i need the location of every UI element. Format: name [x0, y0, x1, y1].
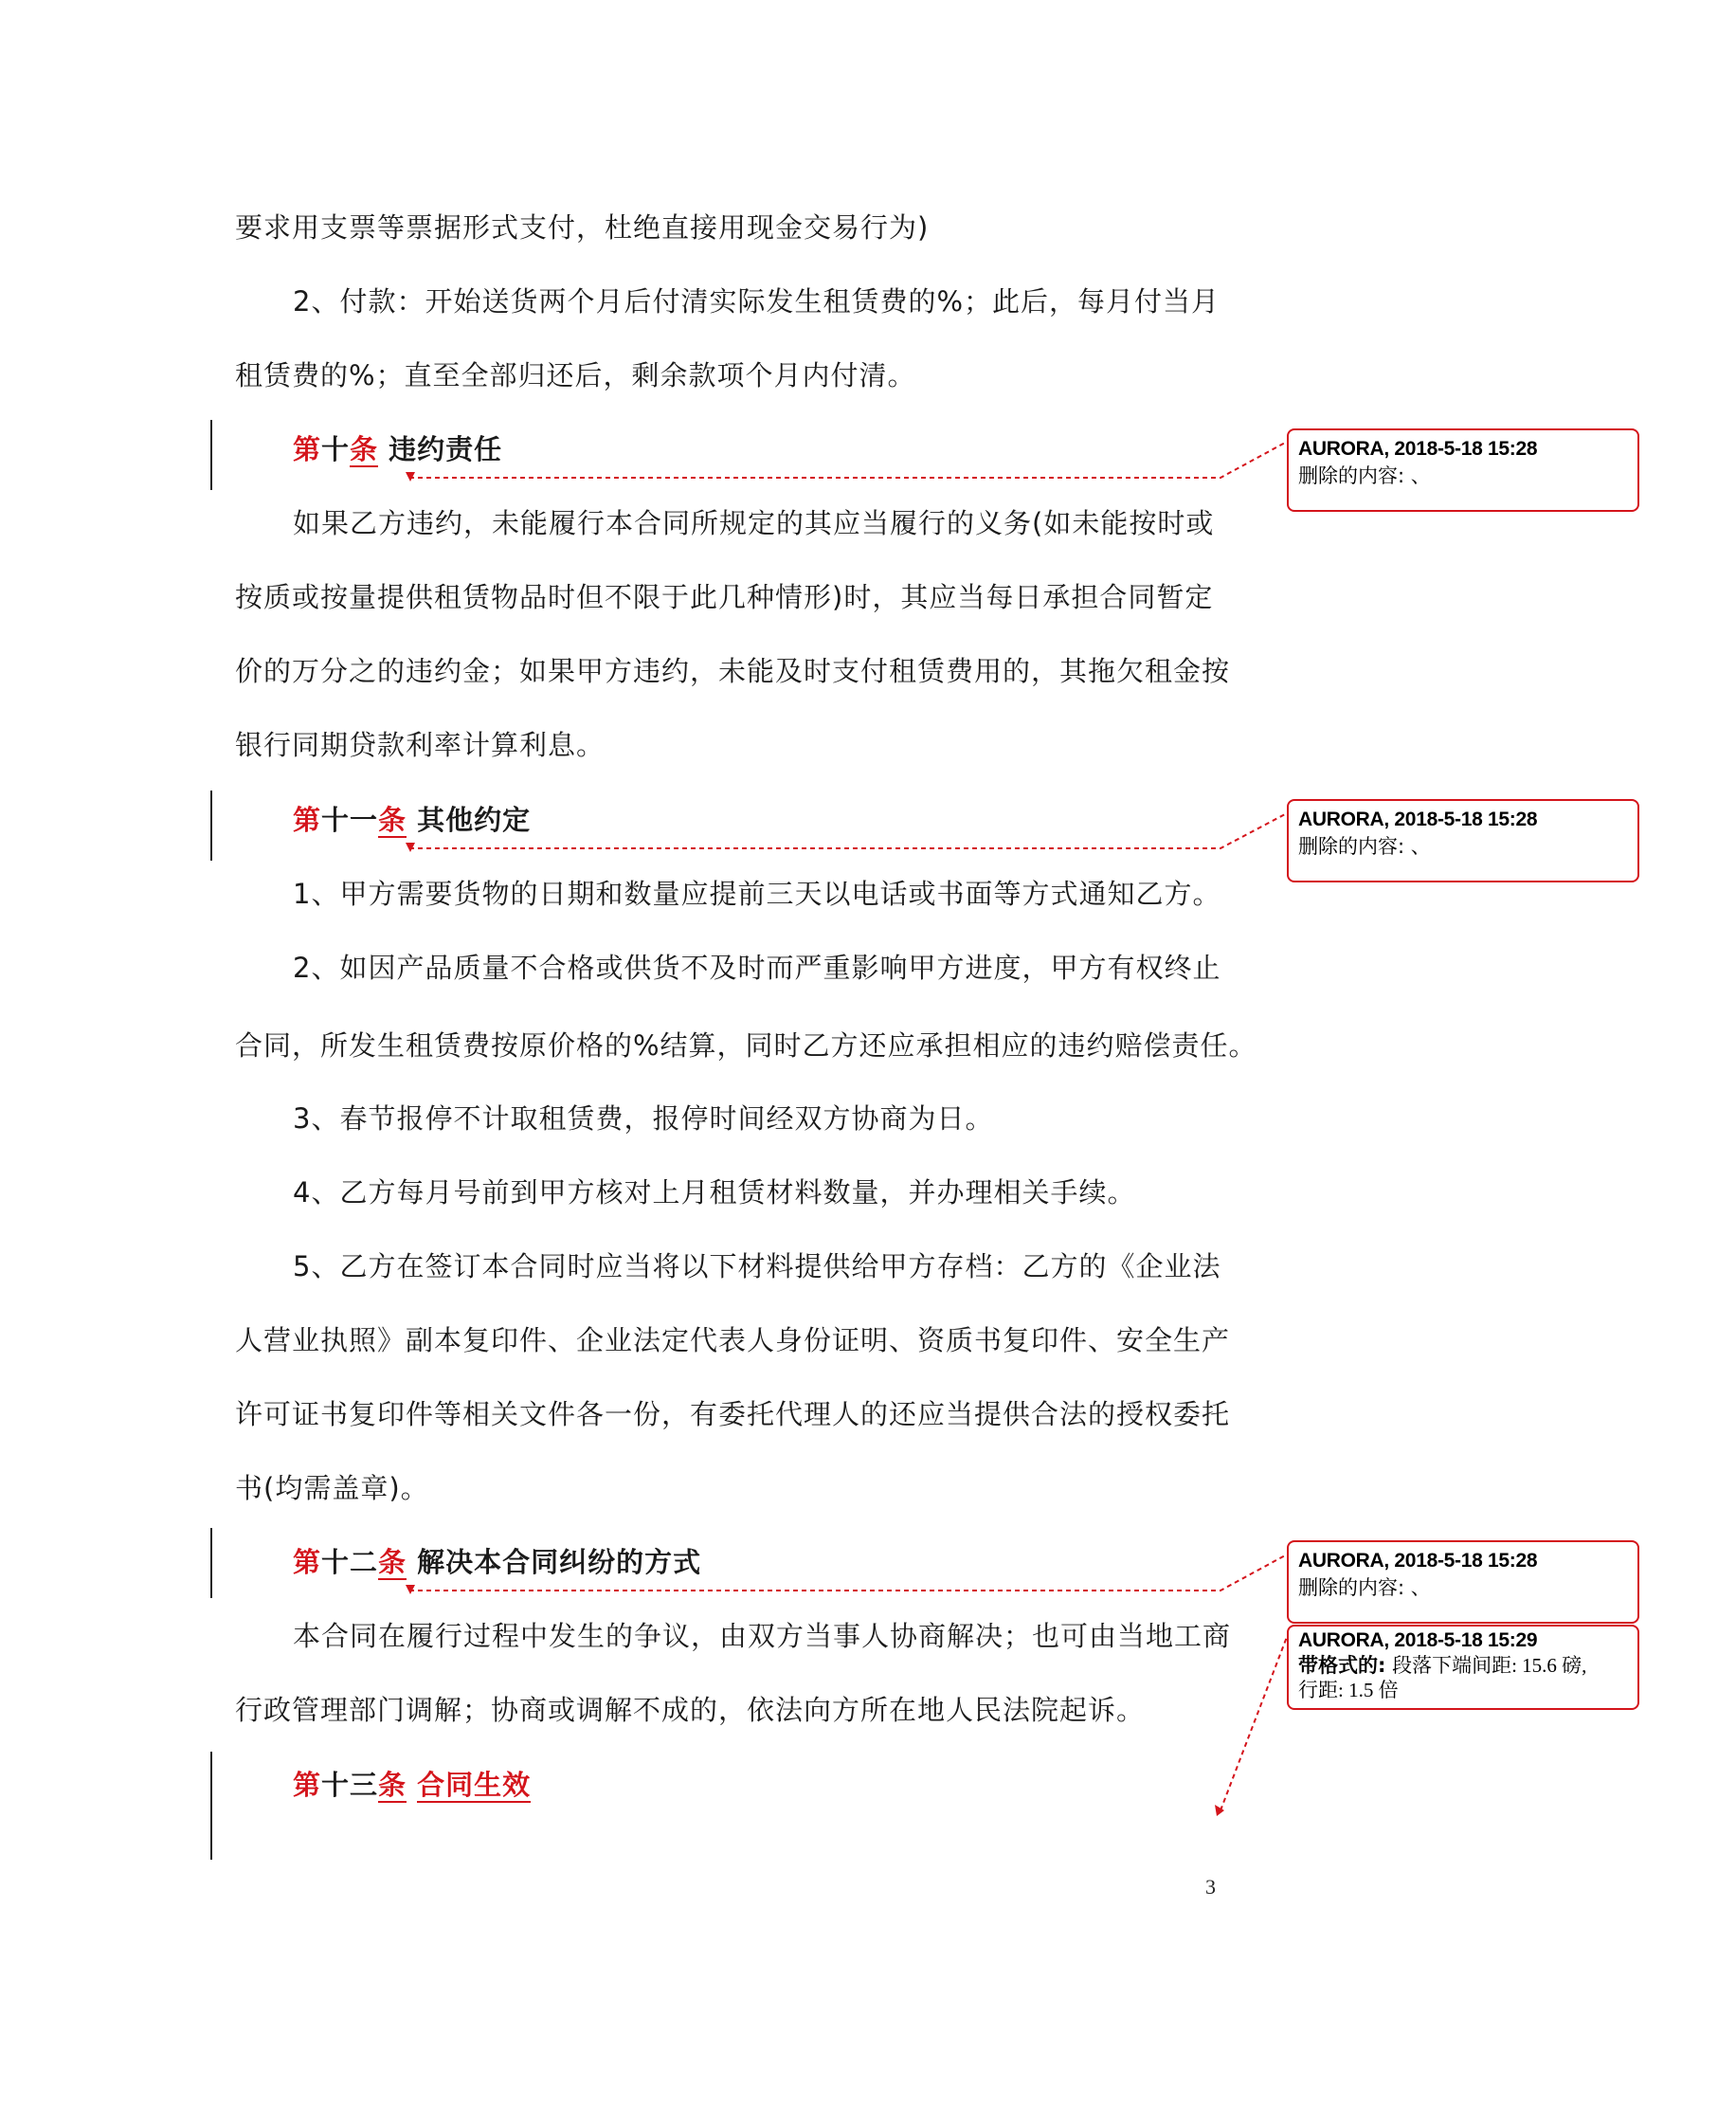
text-line: 合同，所发生租赁费按原价格的%结算，同时乙方还应承担相应的违约赔偿责任。	[235, 1029, 1257, 1062]
change-bar	[210, 420, 212, 490]
text-line: 价的万分之的违约金；如果甲方违约，未能及时支付租赁费用的，其拖欠租金按	[235, 655, 1231, 687]
change-bar	[210, 1752, 212, 1860]
heading-di: 第	[293, 804, 322, 836]
comment-header: AURORA, 2018-5-18 15:28	[1298, 1550, 1538, 1572]
leader-anchor	[406, 1585, 415, 1594]
text-line: 如果乙方违约，未能履行本合同所规定的其应当履行的义务(如未能按时或	[293, 507, 1215, 539]
text-line: 5、乙方在签订本合同时应当将以下材料提供给甲方存档：乙方的《企业法	[293, 1250, 1221, 1282]
comment-balloon[interactable]	[1287, 1625, 1639, 1710]
comment-text: 删除的内容: 、	[1298, 464, 1431, 487]
article-heading-12	[293, 1543, 701, 1581]
comment-text: 删除的内容: 、	[1298, 1576, 1431, 1599]
text-line: 2、付款：开始送货两个月后付清实际发生租赁费的%；此后，每月付当月	[293, 285, 1221, 318]
text-line: 本合同在履行过程中发生的争议，由双方当事人协商解决；也可由当地工商	[293, 1620, 1232, 1652]
leader-line	[409, 813, 1287, 848]
comment-header: AURORA, 2018-5-18 15:28	[1298, 438, 1538, 460]
heading-tiao: 条	[378, 1769, 407, 1801]
comment-format-value: 段落下端间距: 15.6 磅,	[1392, 1654, 1587, 1677]
text-line: 行政管理部门调解；协商或调解不成的，依法向方所在地人民法院起诉。	[235, 1694, 1146, 1726]
comment-balloon[interactable]	[1287, 799, 1639, 882]
comment-format-label: 带格式的:	[1298, 1654, 1386, 1677]
comment-balloon[interactable]	[1287, 1540, 1639, 1624]
heading-title: 合同生效	[417, 1769, 532, 1801]
text-line: 人营业执照》副本复印件、企业法定代表人身份证明、资质书复印件、安全生产	[235, 1324, 1231, 1356]
text-line: 要求用支票等票据形式支付，杜绝直接用现金交易行为)	[235, 211, 930, 244]
heading-tiao: 条	[350, 433, 379, 465]
page-number: 3	[1205, 1875, 1216, 1899]
comment-text	[1298, 1653, 1628, 1678]
article-heading-10	[293, 430, 502, 468]
text-line: 2、如因产品质量不合格或供货不及时而严重影响甲方进度，甲方有权终止	[293, 952, 1221, 984]
comment-text	[1298, 1678, 1628, 1702]
heading-di: 第	[293, 1769, 322, 1801]
comment-balloon[interactable]	[1287, 428, 1639, 512]
text-line: 银行同期贷款利率计算利息。	[235, 729, 606, 761]
heading-number: 十三	[321, 1769, 379, 1801]
leader-anchor	[406, 472, 415, 482]
comment-header: AURORA, 2018-5-18 15:29	[1298, 1629, 1538, 1651]
comment-text: 删除的内容: 、	[1298, 835, 1431, 858]
comment-format-value: 行距: 1.5 倍	[1298, 1679, 1399, 1701]
heading-di: 第	[293, 433, 322, 465]
leader-line	[1221, 1637, 1287, 1810]
heading-title: 解决本合同纠纷的方式	[417, 1546, 702, 1578]
heading-number: 十	[321, 433, 351, 465]
text-line: 4、乙方每月号前到甲方核对上月租赁材料数量，并办理相关手续。	[293, 1176, 1136, 1209]
text-line: 租赁费的%；直至全部归还后，剩余款项个月内付清。	[235, 359, 916, 391]
heading-tiao: 条	[378, 1546, 407, 1578]
heading-tiao: 条	[378, 804, 407, 836]
heading-title: 其他约定	[417, 804, 532, 836]
heading-number: 十一	[321, 804, 379, 836]
leader-line	[409, 442, 1287, 478]
leader-anchor	[1215, 1805, 1224, 1816]
comment-header: AURORA, 2018-5-18 15:28	[1298, 809, 1538, 830]
text-line: 许可证书复印件等相关文件各一份，有委托代理人的还应当提供合法的授权委托	[235, 1398, 1231, 1430]
article-heading-13	[293, 1766, 531, 1804]
text-line: 书(均需盖章)。	[235, 1472, 429, 1504]
text-line: 3、春节报停不计取租赁费，报停时间经双方协商为日。	[293, 1102, 994, 1135]
change-bar	[210, 791, 212, 861]
heading-title: 违约责任	[389, 433, 503, 465]
leader-anchor	[406, 843, 415, 852]
heading-di: 第	[293, 1546, 322, 1578]
text-line: 1、甲方需要货物的日期和数量应提前三天以电话或书面等方式通知乙方。	[293, 878, 1221, 910]
article-heading-11	[293, 801, 531, 839]
heading-number: 十二	[321, 1546, 379, 1578]
change-bar	[210, 1528, 212, 1598]
text-line: 按质或按量提供租赁物品时但不限于此几种情形)时，其应当每日承担合同暂定	[235, 581, 1214, 613]
